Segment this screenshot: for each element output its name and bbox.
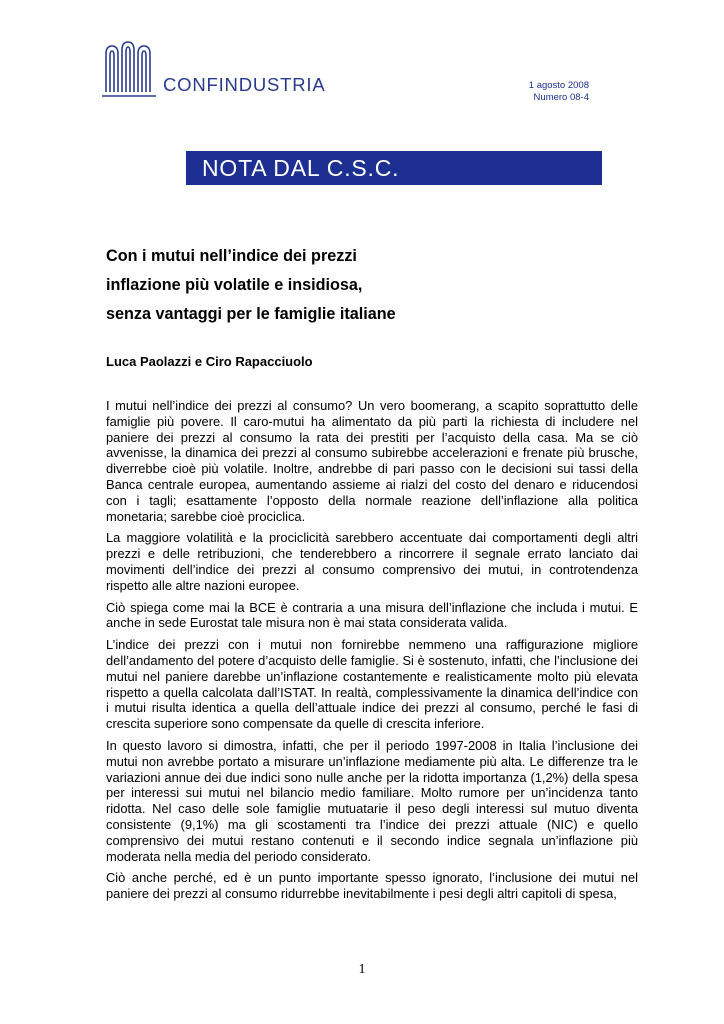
- paragraph: La maggiore volatilità e la prociclicità sarebbero accentuate dai comportamenti degli altri prezzi e delle retribuzioni, che tenderebbero a rincorrere il segnale errato lanciato dai movimenti dell’indice dei prezzi al consumo comprensivo dei mutui, in controtendenza rispetto alle altre nazioni europee.: [106, 530, 638, 593]
- body-text: [106, 398, 638, 908]
- title-line: Con i mutui nell’indice dei prezzi: [106, 247, 357, 265]
- page-number: 1: [358, 962, 366, 977]
- title-line: senza vantaggi per le famiglie italiane: [106, 305, 396, 323]
- section-banner: [186, 151, 602, 185]
- authors: Luca Paolazzi e Ciro Rapacciuolo: [106, 354, 313, 369]
- paragraph: L’indice dei prezzi con i mutui non fornirebbe nemmeno una raffigurazione migliore dell’andamento del potere d’acquisto delle famiglie. Si è sostenuto, infatti, che l’inclusione dei mutui nel paniere darebbe un’inflazione costantemente e realisticamente molto più elevata rispetto a quella calcolata dall’ISTAT. In realtà, complessivamente la dinamica dell’indice con i mutui risulta identica a quella dell’attuale indice dei prezzi al consumo, perché le fasi di crescita superiore sono compensate da quelle di crescita inferiore.: [106, 637, 638, 732]
- paragraph: I mutui nell’indice dei prezzi al consumo? Un vero boomerang, a scapito soprattutto delle famiglie più povere. Il caro-mutui ha alimentato da più parti la richiesta di includere nel paniere dei prezzi al consumo la rata dei prestiti per l’acquisto della casa. Ma se ciò avvenisse, la dinamica dei prezzi al consumo subirebbe accelerazioni e frenate più brusche, diverrebbe cioè più volatile. Inoltre, andrebbe di pari passo con le decisioni sui tassi della Banca centrale europea, aumentando assieme ai rialzi del costo del denaro e riducendosi con i tagli; esattamente l’opposto della normale reazione dell’inflazione alla politica monetaria; sarebbe cioè prociclica.: [106, 398, 638, 524]
- document-title: [106, 242, 626, 329]
- paragraph: In questo lavoro si dimostra, infatti, che per il periodo 1997-2008 in Italia l’inclusione dei mutui non avrebbe portato a misurare un’inflazione mediamente più alta. Le differenze tra le variazioni annue dei due indici sono nulle anche per la ridotta importanza (1,2%) della spesa per interessi sui mutui nel bilancio medio familiare. Molto rumore per un’incidenza tanto ridotta. Nel caso delle sole famiglie mutuatarie il peso degli interessi sul mutuo diventa consistente (9,1%) ma gli scostamenti tra l’indice dei prezzi attuale (NIC) e quello comprensivo dei mutui restano contenuti e il secondo indice segnala un’inflazione più moderata nella media del periodo considerato.: [106, 737, 638, 864]
- title-line: inflazione più volatile e insidiosa,: [106, 276, 363, 294]
- issue-date: 1 agosto 2008: [528, 80, 589, 91]
- confindustria-emblem-icon: [100, 40, 162, 100]
- paragraph: Ciò spiega come mai la BCE è contraria a una misura dell’inflazione che includa i mutui. E anche in sede Eurostat tale misura non è mai stata considerata valida.: [106, 599, 638, 631]
- issue-number: Numero 08-4: [533, 91, 589, 103]
- paragraph: Ciò anche perché, ed è un punto importante spesso ignorato, l’inclusione dei mutui nel paniere dei prezzi al consumo ridurrebbe inevitabilmente i pesi degli altri capitoli di spesa,: [106, 870, 638, 902]
- brand-name: CONFINDUSTRIA: [163, 74, 326, 95]
- issue-info: [529, 80, 589, 103]
- confindustria-logo: [100, 40, 326, 100]
- banner-label: NOTA DAL C.S.C.: [202, 155, 400, 181]
